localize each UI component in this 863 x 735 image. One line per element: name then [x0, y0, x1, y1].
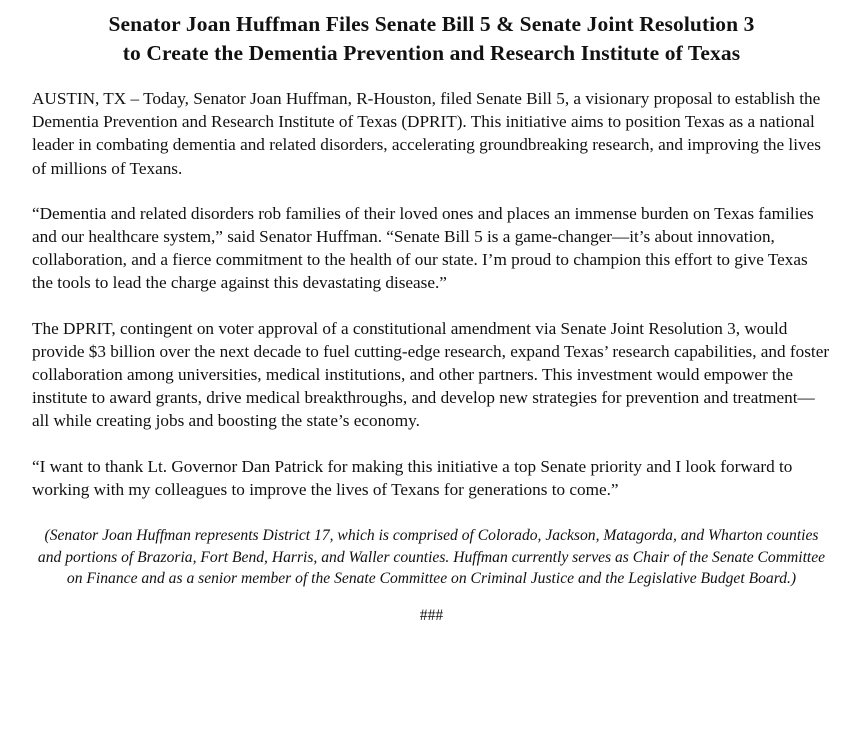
paragraph-thanks-quote: “I want to thank Lt. Governor Dan Patrick for making this initiative a top Senate priority and I look forward to working with my colleagues to improve the lives of Texans for generations to come.”: [32, 456, 793, 499]
paragraph-quote-huffman: “Dementia and related disorders rob families of their loved ones and places an immense burden on Texas families and our healthcare system,” said Senator Huffman. “Senate Bill 5 is a game-changer—it’s about innovation, collaboration, and a fierce commitment to the health of our state. I’m proud to champion this effort to give Texas the tools to lead the charge against this devastating disease.”: [32, 203, 814, 293]
title-line-1: Senator Joan Huffman Files Senate Bill 5 & Senate Joint Resolution 3: [108, 12, 755, 36]
senator-bio-note: (Senator Joan Huffman represents District 17, which is comprised of Colorado, Jackson, Matagorda, and Wharton counties and portions of Brazoria, Fort Bend, Harris, and Waller counties. Huffman currently serves as Chair of the Senate Committee on Finance and as a senior member of the Senate Committee on Criminal Justice and the Legislative Budget Board.): [37, 527, 826, 588]
title-line-2: to Create the Dementia Prevention and Research Institute of Texas: [122, 41, 741, 65]
paragraph-dprit-funding: The DPRIT, contingent on voter approval of a constitutional amendment via Senate Joint Resolution 3, would provide $3 billion over the next decade to fuel cutting-edge research, expand Texas’ research capabilities, and foster collaboration among universities, medical institutions, and other partners. This investment would empower the institute to award grants, drive medical breakthroughs, and develop new strategies for prevention and treatment—all while creating jobs and boosting the state’s economy.: [32, 318, 830, 431]
end-mark: ###: [419, 606, 444, 624]
paragraph-dateline: AUSTIN, TX – Today, Senator Joan Huffman, R-Houston, filed Senate Bill 5, a visionary proposal to establish the Dementia Prevention and Research Institute of Texas (DPRIT). This initiative aims to position Texas as a national leader in combating dementia and related disorders, accelerating groundbreaking research, and improving the lives of millions of Texans.: [32, 89, 821, 178]
press-release-title: [32, 10, 831, 68]
